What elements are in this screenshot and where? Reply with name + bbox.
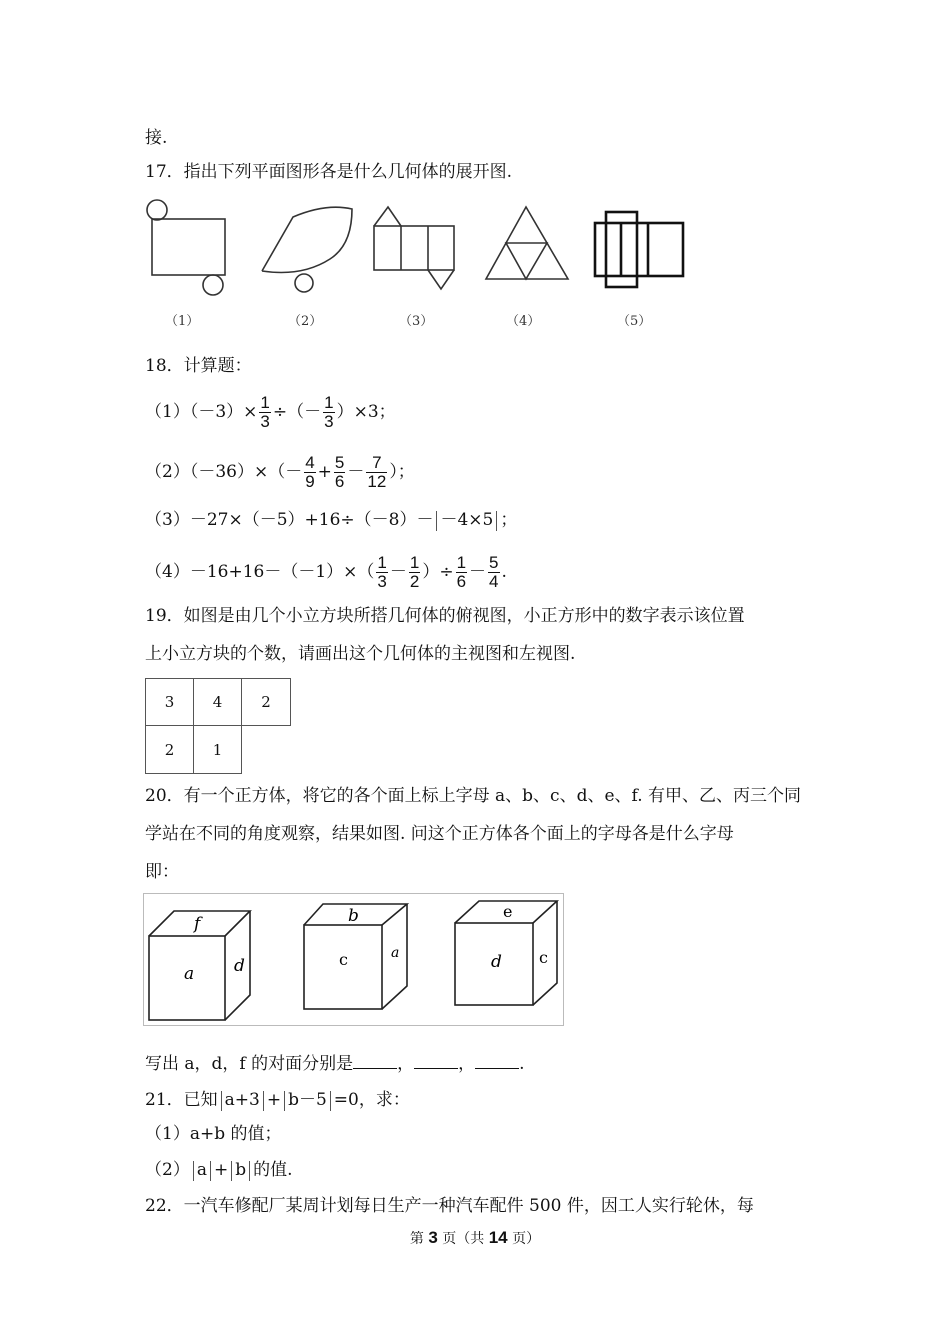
minus-sign: － bbox=[389, 562, 407, 582]
q20-answer-line bbox=[145, 1052, 525, 1076]
fraction bbox=[376, 554, 387, 591]
question-18-title: 18．计算题： bbox=[145, 356, 252, 376]
calc-4-part-a: （4）－16+16－（－1）×（ bbox=[145, 562, 375, 582]
calc-item-3 bbox=[145, 508, 517, 532]
fraction bbox=[259, 394, 270, 431]
top-view-grid bbox=[145, 678, 291, 774]
calc-item-2 bbox=[145, 454, 415, 491]
denominator: 2 bbox=[409, 572, 420, 591]
calc-4-part-c: . bbox=[501, 562, 507, 582]
total-pages: 14 bbox=[488, 1228, 508, 1247]
numerator: 4 bbox=[305, 453, 315, 472]
plus-sign: + bbox=[317, 462, 332, 482]
numerator: 1 bbox=[260, 393, 270, 412]
grid-cell: 1 bbox=[193, 725, 242, 774]
calc-4-part-b: ）÷ bbox=[422, 562, 454, 582]
numerator: 7 bbox=[366, 454, 387, 473]
net-label-5: （5） bbox=[617, 314, 652, 329]
q21-title-b: =0，求： bbox=[333, 1090, 410, 1110]
plus-sign: + bbox=[213, 1160, 229, 1180]
q21-p2-b: 的值. bbox=[253, 1160, 293, 1180]
cube-1-side: d bbox=[234, 956, 245, 976]
cube-2-front: c bbox=[339, 950, 348, 969]
answer-blank-2[interactable] bbox=[414, 1052, 458, 1069]
answer-blank-1[interactable] bbox=[353, 1052, 397, 1069]
q21-part-1: （1）a+b 的值； bbox=[145, 1124, 282, 1144]
question-22-line-1: 22．一汽车修配厂某周计划每日生产一种汽车配件 500 件，因工人实行轮休，每 bbox=[145, 1196, 754, 1216]
q21-abs-1: a+3 bbox=[224, 1090, 260, 1110]
question-19-line-2: 上小立方块的个数，请画出这个几何体的主视图和左视图. bbox=[145, 644, 576, 664]
footer-middle: 页（共 bbox=[437, 1231, 489, 1247]
net-4-tetrahedron bbox=[486, 207, 568, 279]
minus-sign: － bbox=[347, 462, 365, 482]
q21-p2-abs-1: a bbox=[196, 1160, 207, 1180]
calc-1-part-c: ）×3； bbox=[336, 402, 396, 422]
net-label-3: （3） bbox=[399, 314, 434, 329]
q17-figure bbox=[140, 193, 690, 333]
fraction bbox=[409, 554, 420, 591]
abs-bar bbox=[193, 1161, 194, 1181]
cube-1-top: f bbox=[194, 914, 201, 934]
calc-2-part-a: （2）（－36）×（－ bbox=[145, 462, 303, 482]
answer-blank-3[interactable] bbox=[475, 1052, 519, 1069]
fraction bbox=[304, 454, 315, 491]
question-20-line-1: 20．有一个正方体，将它的各个面上标上字母 a、b、c、d、e、f. 有甲、乙、丙三个同 bbox=[145, 786, 802, 806]
cube-2-top: b bbox=[348, 906, 359, 926]
calc-3-part-a: （3）－27×（－5）+16÷（－8）－ bbox=[145, 510, 434, 530]
denominator: 9 bbox=[305, 472, 315, 491]
footer-suffix: 页） bbox=[507, 1231, 541, 1247]
question-17-title: 17．指出下列平面图形各是什么几何体的展开图. bbox=[145, 162, 513, 182]
cube-2-side: a bbox=[391, 945, 400, 961]
abs-bar bbox=[210, 1161, 211, 1181]
question-20-line-3: 即： bbox=[145, 862, 179, 882]
abs-bar bbox=[284, 1091, 285, 1111]
net-3-prism bbox=[374, 207, 454, 289]
grid-cell: 3 bbox=[145, 678, 194, 726]
cubes-figure bbox=[143, 893, 565, 1027]
period: . bbox=[519, 1054, 525, 1074]
net-label-2: （2） bbox=[288, 314, 323, 329]
numerator: 1 bbox=[409, 553, 420, 572]
q21-abs-2: b－5 bbox=[288, 1090, 327, 1110]
denominator: 4 bbox=[489, 572, 499, 591]
net-5-cuboid bbox=[595, 212, 683, 287]
q21-p2-a: （2） bbox=[145, 1160, 190, 1180]
question-20-line-2: 学站在不同的角度观察，结果如图. 问这个正方体各个面上的字母各是什么字母 bbox=[145, 824, 734, 844]
numerator: 5 bbox=[334, 453, 345, 472]
calc-1-part-a: （1）（－3）× bbox=[145, 402, 258, 422]
grid-cell: 2 bbox=[145, 725, 194, 774]
separator: ， bbox=[458, 1054, 476, 1074]
q21-title-a: 21．已知 bbox=[145, 1090, 218, 1110]
cube-3-side: c bbox=[539, 948, 548, 967]
denominator: 6 bbox=[456, 572, 467, 591]
net-2-cone bbox=[262, 207, 352, 292]
footer-prefix: 第 bbox=[409, 1231, 429, 1247]
text-fragment: 接. bbox=[145, 128, 168, 148]
numerator: 1 bbox=[324, 393, 334, 412]
net-label-1: （1） bbox=[165, 314, 200, 329]
denominator: 6 bbox=[334, 472, 345, 491]
numerator: 5 bbox=[489, 553, 499, 572]
calc-1-part-b: ÷（－ bbox=[272, 402, 322, 422]
q20-answer-prompt: 写出 a，d，f 的对面分别是 bbox=[145, 1054, 354, 1074]
calc-3-part-c: ； bbox=[500, 510, 518, 530]
net-label-4: （4） bbox=[506, 314, 541, 329]
question-19-line-1: 19．如图是由几个小立方块所搭几何体的俯视图，小正方形中的数字表示该位置 bbox=[145, 606, 745, 626]
cube-3-front: d bbox=[491, 952, 502, 972]
q21-p2-abs-2: b bbox=[235, 1160, 247, 1180]
calc-item-4 bbox=[145, 554, 507, 591]
page-footer bbox=[0, 1228, 950, 1248]
page-number: 3 bbox=[428, 1228, 438, 1247]
denominator: 3 bbox=[260, 412, 270, 431]
q21-part-2 bbox=[145, 1158, 293, 1182]
calc-2-part-c: ）； bbox=[389, 462, 415, 482]
calc-3-abs-inner: －4×5 bbox=[440, 510, 494, 530]
cube-1-front: a bbox=[184, 964, 195, 984]
denominator: 12 bbox=[367, 472, 387, 491]
calc-item-1 bbox=[145, 394, 396, 431]
abs-bar bbox=[231, 1161, 232, 1181]
fraction bbox=[323, 394, 334, 431]
fraction bbox=[456, 554, 467, 591]
denominator: 3 bbox=[377, 572, 387, 591]
abs-bar bbox=[330, 1091, 331, 1111]
fraction bbox=[488, 554, 499, 591]
abs-bar bbox=[249, 1161, 250, 1181]
abs-bar bbox=[221, 1091, 222, 1111]
grid-cell: 4 bbox=[193, 678, 242, 726]
numerator: 1 bbox=[456, 553, 467, 572]
minus-sign: － bbox=[469, 562, 487, 582]
plus-sign: + bbox=[266, 1090, 282, 1110]
fraction bbox=[334, 454, 345, 491]
question-21-title bbox=[145, 1088, 410, 1112]
abs-bar bbox=[436, 511, 437, 531]
net-1-cylinder bbox=[147, 200, 225, 295]
grid-cell: 2 bbox=[241, 678, 291, 726]
fraction bbox=[366, 454, 387, 491]
abs-bar bbox=[263, 1091, 264, 1111]
abs-bar bbox=[496, 511, 497, 531]
cube-3-top: e bbox=[503, 902, 513, 921]
denominator: 3 bbox=[324, 412, 334, 431]
numerator: 1 bbox=[377, 553, 387, 572]
separator: ， bbox=[397, 1054, 415, 1074]
